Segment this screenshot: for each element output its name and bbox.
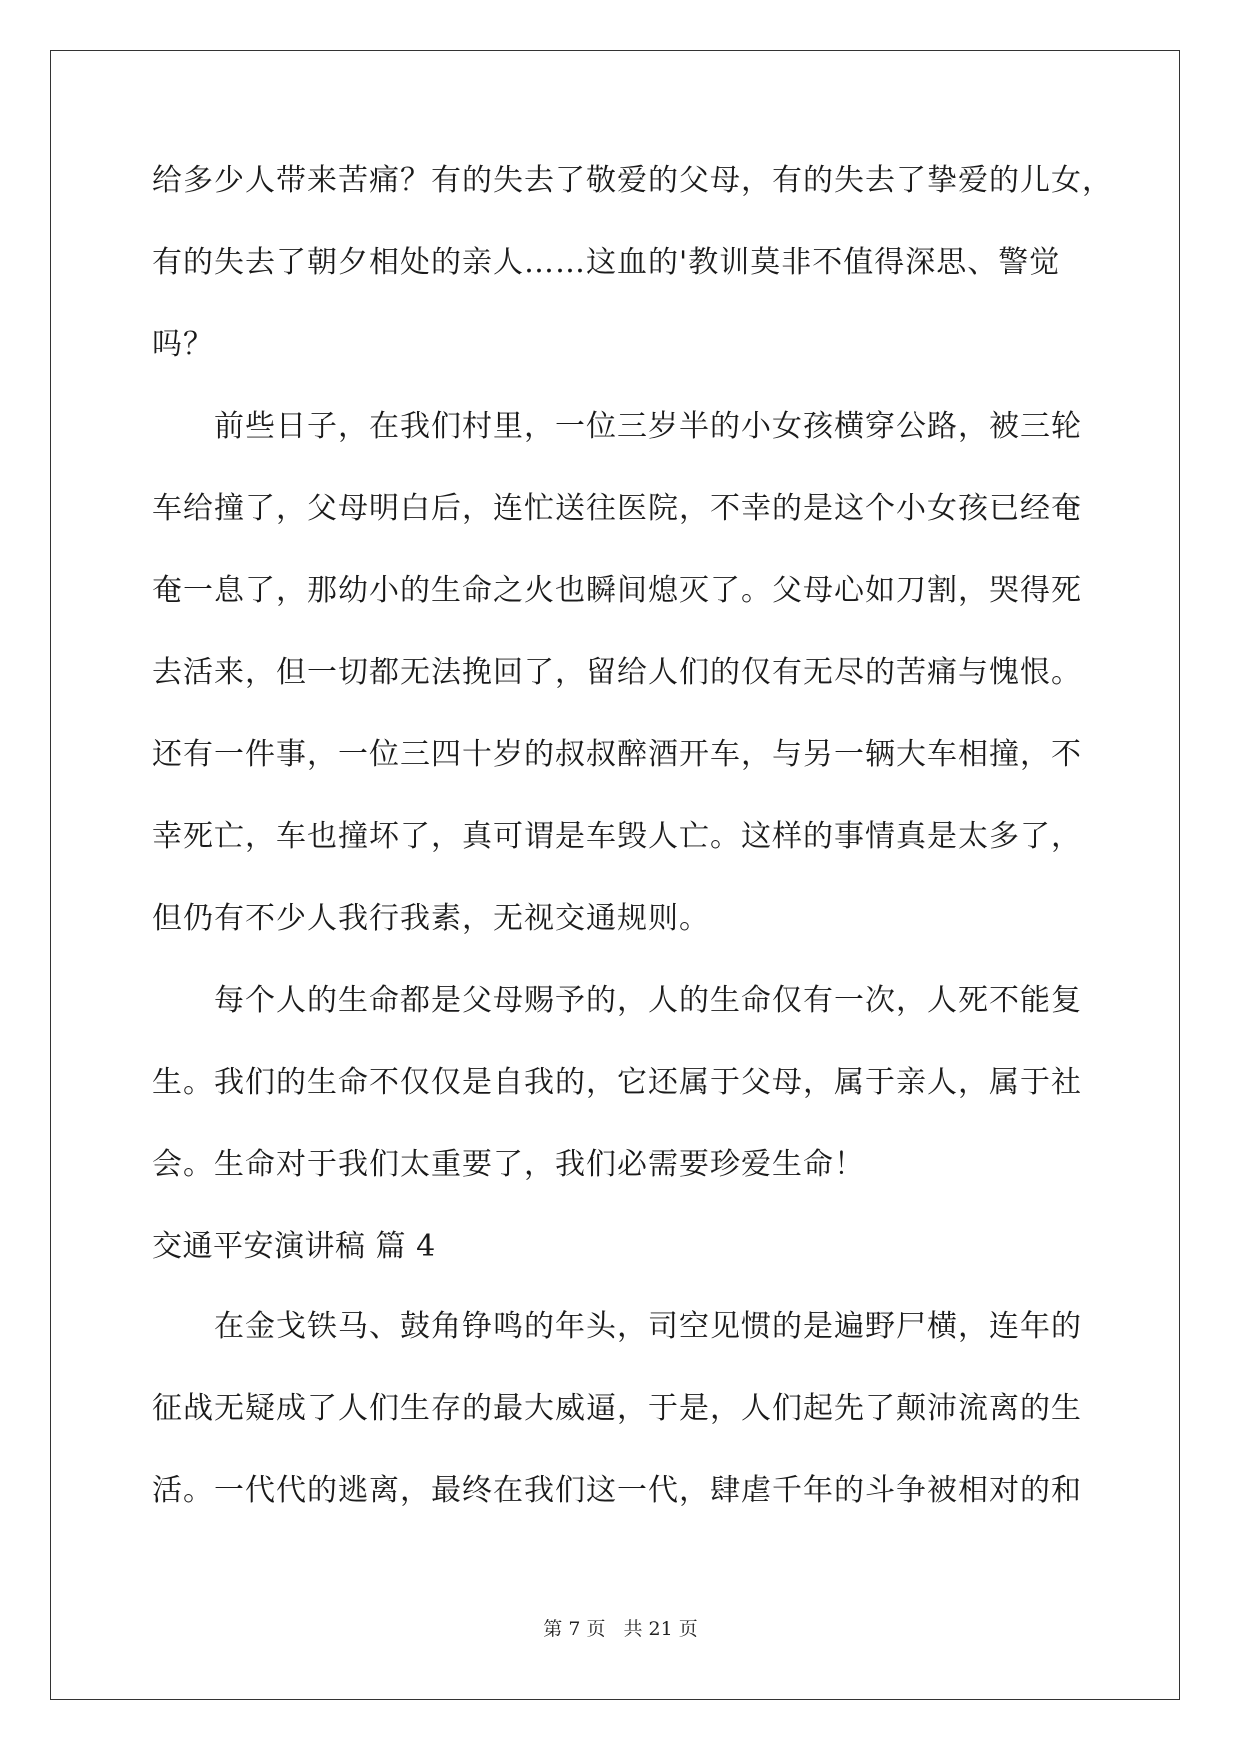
text-line: 有的失去了朝夕相处的亲人……这血的'教训莫非不值得深思、警觉 xyxy=(152,245,1061,280)
text-line: 奄一息了，那幼小的生命之火也瞬间熄灭了。父母心如刀割，哭得死 xyxy=(152,573,1082,608)
document-body xyxy=(152,163,1113,1557)
text-line: 征战无疑成了人们生存的最大威逼，于是，人们起先了颠沛流离的生 xyxy=(152,1391,1082,1426)
page-footer xyxy=(0,1617,1241,1641)
text-line: 给多少人带来苦痛？有的失去了敬爱的父母，有的失去了挚爱的儿女， xyxy=(152,163,1113,198)
text-line: 幸死亡，车也撞坏了，真可谓是车毁人亡。这样的事情真是太多了， xyxy=(152,819,1082,854)
text-line: 车给撞了，父母明白后，连忙送往医院，不幸的是这个小女孩已经奄 xyxy=(152,491,1082,526)
text-line: 吗？ xyxy=(152,327,214,362)
page-number-total: 共 21 页 xyxy=(623,1618,698,1640)
text-line: 在金戈铁马、鼓角铮鸣的年头，司空见惯的是遍野尸横，连年的 xyxy=(152,1309,1082,1344)
page-number-current: 第 7 页 xyxy=(543,1618,606,1640)
text-line: 还有一件事，一位三四十岁的叔叔醉酒开车，与另一辆大车相撞，不 xyxy=(152,737,1082,772)
text-line: 每个人的生命都是父母赐予的，人的生命仅有一次，人死不能复 xyxy=(152,983,1082,1018)
text-line: 前些日子，在我们村里，一位三岁半的小女孩横穿公路，被三轮 xyxy=(152,409,1082,444)
text-line: 去活来，但一切都无法挽回了，留给人们的仅有无尽的苦痛与愧恨。 xyxy=(152,655,1082,690)
text-line: 活。一代代的逃离，最终在我们这一代，肆虐千年的斗争被相对的和 xyxy=(152,1473,1082,1508)
text-line: 会。生命对于我们太重要了，我们必需要珍爱生命！ xyxy=(152,1147,865,1182)
section-heading: 交通平安演讲稿 篇 4 xyxy=(152,1229,436,1264)
text-line: 但仍有不少人我行我素，无视交通规则。 xyxy=(152,901,710,936)
text-line: 生。我们的生命不仅仅是自我的，它还属于父母，属于亲人，属于社 xyxy=(152,1065,1082,1100)
